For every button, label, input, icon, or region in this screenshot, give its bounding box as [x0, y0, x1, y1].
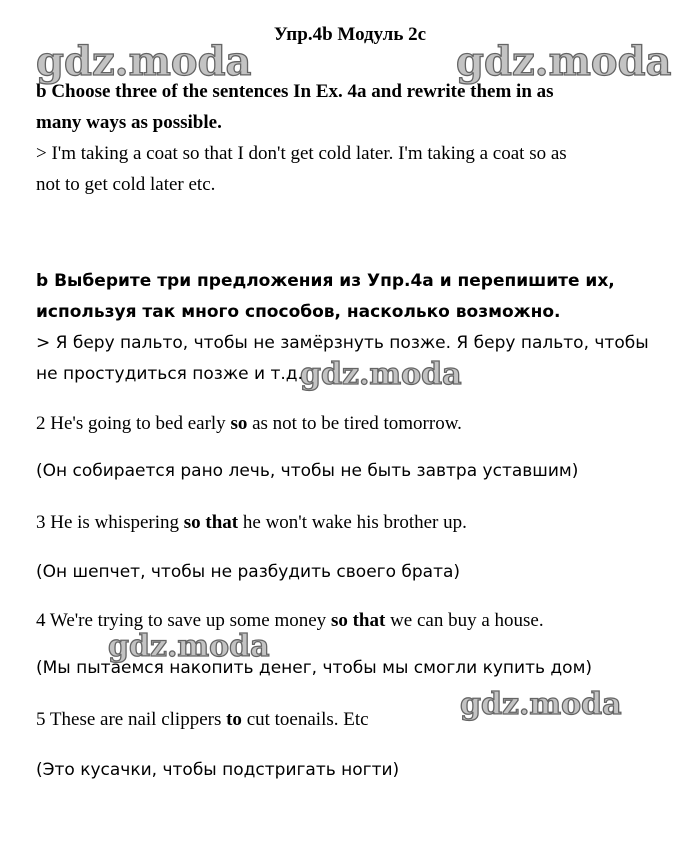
task-english-example: > I'm taking a coat so that I don't get cold later. I'm taking a coat so as [36, 143, 567, 164]
task-russian-heading: b Выберите три предложения из Упр.4а и перепишите их, [36, 271, 615, 291]
answer-translation: (Мы пытаемся накопить денег, чтобы мы смогли купить дом) [36, 658, 593, 678]
task-english-heading: many ways as possible. [36, 112, 222, 133]
watermark-logo: gdz.moda [456, 38, 672, 85]
answer-sentence: 4 We're trying to save up some money so that we can buy a house. [36, 610, 544, 631]
task-english-heading: b Choose three of the sentences In Ex. 4a and rewrite them in as [36, 81, 554, 102]
task-russian-heading: используя так много способов, насколько возможно. [36, 302, 561, 322]
answer-item [36, 605, 664, 636]
task-russian [36, 266, 664, 390]
answer-sentence: 2 He's going to bed early so as not to be tired tomorrow. [36, 413, 462, 434]
task-english [36, 76, 664, 200]
answer-sentence: 5 These are nail clippers to cut toenails. Etc [36, 709, 369, 730]
task-english-example: not to get cold later etc. [36, 174, 216, 195]
task-russian-example: > Я беру пальто, чтобы не замёрзнуть позже. Я беру пальто, чтобы [36, 333, 649, 353]
answer-item [36, 408, 664, 439]
task-russian-example: не простудиться позже и т.д. [36, 364, 303, 384]
watermark-logo: gdz.moda [460, 687, 622, 722]
answer-item [36, 507, 664, 538]
watermark-logo: gdz.moda [36, 38, 252, 85]
watermark-logo: gdz.moda [108, 629, 270, 664]
answer-translation: (Он шепчет, чтобы не разбудить своего брата) [36, 562, 461, 582]
answer-translation: (Он собирается рано лечь, чтобы не быть завтра уставшим) [36, 461, 579, 481]
answer-item [36, 704, 664, 735]
answer-translation: (Это кусачки, чтобы подстригать ногти) [36, 760, 400, 780]
answer-sentence: 3 He is whispering so that he won't wake his brother up. [36, 512, 467, 533]
watermark-logo: gdz.moda [300, 357, 462, 392]
page-title: Упр.4b Модуль 2c [273, 24, 427, 45]
